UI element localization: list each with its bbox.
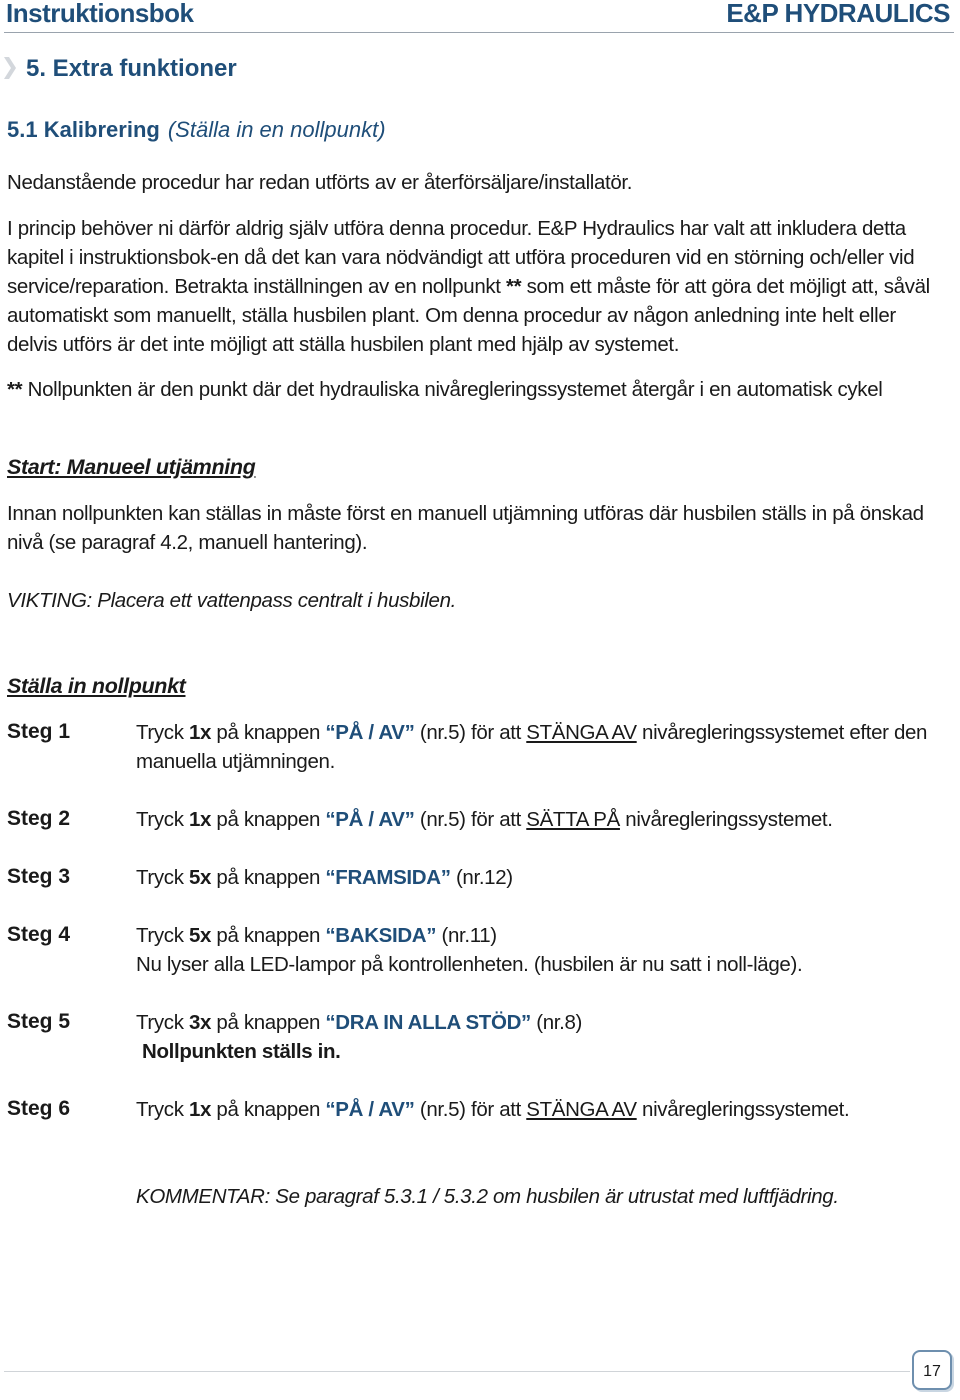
step-3-count: 5x (188, 866, 212, 889)
intro-p2-a: I princip behöver ni därför aldrig själv utföra denna procedur. E&P Hydraulics har valt att inkludera detta kapitel i instruktionsbok-en då det kan vara nödvändigt att utföra proceduren vid en störning och/eller vid service/reparation. Betrakta inställningen av en nollpunkt (7, 217, 915, 298)
step-1-action: STÄNGA AV (526, 721, 637, 744)
step-6-pre: Tryck (136, 1098, 189, 1121)
step-4-count: 5x (188, 924, 212, 947)
step-5-label: Steg 5 (7, 1010, 71, 1033)
step-6-text (136, 1095, 946, 1124)
step-3-pre: Tryck (136, 866, 189, 889)
step-1-count: 1x (188, 721, 212, 744)
start-heading (7, 453, 946, 482)
chevron-right-icon (4, 57, 16, 79)
step-1-mid: på knappen (211, 721, 326, 744)
step-1-button: “PÅ / AV” (325, 721, 415, 744)
footer-divider (4, 1371, 910, 1372)
section-title-text: 5. Extra funktioner (26, 55, 237, 82)
step-6-button: “PÅ / AV” (325, 1098, 415, 1121)
step-6-label: Steg 6 (7, 1097, 71, 1120)
start-warning: VIKTING: Placera ett vattenpass centralt i husbilen. (7, 589, 456, 612)
step-5-mid: på knappen (211, 1011, 326, 1034)
step-1-text (136, 718, 946, 776)
page-number: 17 (912, 1350, 952, 1390)
comment: KOMMENTAR: Se paragraf 5.3.1 / 5.3.2 om husbilen är utrustat med luftfjädring. (136, 1185, 839, 1208)
step-2-text (136, 805, 946, 834)
step-3-text (136, 863, 946, 892)
step-2-action: SÄTTA PÅ (526, 808, 620, 831)
step-1-nr: (nr.5) för att (414, 721, 527, 744)
step-3-button: “FRAMSIDA” (325, 866, 451, 889)
step-3-nr: (nr.12) (450, 866, 513, 889)
subsection-paren: (Ställa in en nollpunkt) (167, 117, 386, 142)
step-4-label: Steg 4 (7, 923, 71, 946)
step-2-mid: på knappen (211, 808, 326, 831)
step-1-post: nivåregleringssystemet efter den manuella utjämningen. (136, 721, 928, 773)
step-2-nr: (nr.5) för att (414, 808, 527, 831)
step-4-button: “BAKSIDA” (325, 924, 437, 947)
start-heading-text: Start: Manueel utjämning (7, 455, 256, 479)
start-text: Innan nollpunkten kan ställas in måste först en manuell utjämning utföras där husbilen ställs in på önskad nivå (se paragraf 4.2, manuell hantering). (7, 502, 924, 554)
step-5-nr: (nr.8) (530, 1011, 583, 1034)
intro-note (7, 375, 946, 404)
step-2-button: “PÅ / AV” (325, 808, 415, 831)
nollpunkt-heading-text: Ställa in nollpunkt (7, 674, 186, 698)
step-4-pre: Tryck (136, 924, 189, 947)
step-3-mid: på knappen (211, 866, 326, 889)
nollpunkt-heading (7, 672, 946, 701)
step-1-pre: Tryck (136, 721, 189, 744)
intro-note-stars: ** (7, 378, 23, 401)
step-5-text (136, 1008, 946, 1066)
step-2-post: nivåregleringssystemet. (619, 808, 833, 831)
step-5-pre: Tryck (136, 1011, 189, 1034)
step-6-post: nivåregleringssystemet. (636, 1098, 850, 1121)
page-header (4, 0, 954, 33)
intro-note-text: Nollpunkten är den punkt där det hydrauliska nivåregleringssystemet återgår i en automatisk cykel (22, 378, 883, 401)
step-3-label: Steg 3 (7, 865, 71, 888)
step-6-mid: på knappen (211, 1098, 326, 1121)
subsection-number-title: 5.1 Kalibrering (7, 117, 160, 142)
intro-paragraph-1: Nedanstående procedur har redan utförts av er återförsäljare/installatör. (7, 171, 633, 194)
step-1-label: Steg 1 (7, 720, 71, 743)
subsection-title (7, 117, 386, 143)
section-title (4, 55, 237, 83)
step-2-count: 1x (188, 808, 212, 831)
step-6-nr: (nr.5) för att (414, 1098, 527, 1121)
step-6-count: 1x (188, 1098, 212, 1121)
step-4-nr: (nr.11) (436, 924, 497, 947)
step-5-button: “DRA IN ALLA STÖD” (325, 1011, 531, 1034)
step-5-line2: Nollpunkten ställs in. (142, 1040, 341, 1063)
step-4-line2: Nu lyser alla LED-lampor på kontrollenheten. (husbilen är nu satt i noll-läge). (136, 953, 803, 976)
step-2-pre: Tryck (136, 808, 189, 831)
step-6-action: STÄNGA AV (526, 1098, 637, 1121)
document-title: Instruktionsbok (6, 0, 194, 28)
brand-name: E&P HYDRAULICS (726, 0, 950, 28)
intro-p2-stars: ** (506, 275, 522, 298)
intro-p2-b: som ett måste för att göra det möjligt att, såväl automatiskt som manuellt, ställa husbilen plant. Om denna procedur av någon anledning inte helt eller delvis utförs är det inte möjligt att ställa husbilen plant med hjälp av systemet. (7, 275, 930, 356)
step-2-label: Steg 2 (7, 807, 71, 830)
step-4-text (136, 921, 946, 979)
step-4-mid: på knappen (211, 924, 326, 947)
step-5-count: 3x (188, 1011, 212, 1034)
intro-paragraph-2 (7, 214, 946, 359)
